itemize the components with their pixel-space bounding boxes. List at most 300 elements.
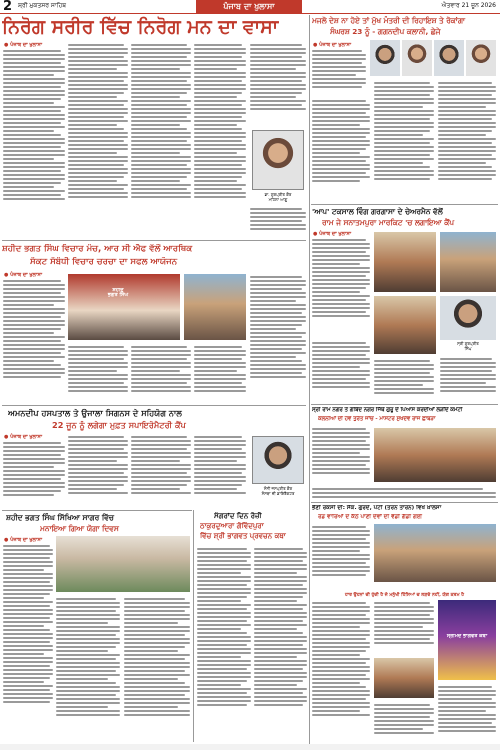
text-line (124, 666, 190, 668)
text-line (440, 390, 496, 392)
text-line (250, 348, 302, 350)
text-line (194, 192, 246, 194)
text-line (312, 62, 362, 64)
text-line (3, 645, 53, 647)
text-line (131, 156, 191, 158)
text-line (197, 548, 247, 550)
text-line (374, 364, 434, 366)
text-line (68, 184, 128, 186)
text-line (131, 488, 180, 490)
text-line (312, 136, 366, 138)
text-line (312, 295, 370, 297)
text-line (3, 288, 65, 290)
text-line (374, 716, 430, 718)
text-line (312, 558, 370, 560)
text-line (131, 476, 191, 478)
right-portrait-1 (370, 40, 400, 76)
text-line (68, 378, 128, 380)
text-line (3, 50, 61, 52)
text-line (124, 606, 190, 608)
text-line (374, 610, 434, 612)
text-line (3, 641, 50, 643)
text-line (250, 48, 306, 50)
text-line (438, 118, 492, 120)
text-line (250, 84, 306, 86)
text-line (56, 618, 120, 620)
page-footer (0, 744, 500, 750)
text-line (250, 52, 306, 54)
text-line (68, 96, 117, 98)
text-line (250, 220, 302, 222)
text-line (68, 48, 128, 50)
text-line (131, 484, 187, 486)
text-line (3, 336, 65, 338)
school-headline-1: ਸ੍ਰੀ ਰਾਮ ਨਗਰ ਤੇ ਗੋਬਿੰਦ ਨਗਰ ਜਿੱਥੇ ਗੁਰੂ ਦੇ ਪਿਆਸ ਕਰਦੀਆਂ ਲੋੜੀਂਦੇ ਕਮੇਟੀ (312, 407, 463, 413)
text-line (250, 356, 296, 358)
text-line (194, 452, 246, 454)
text-line (438, 150, 496, 152)
text-line (374, 90, 434, 92)
text-line (68, 104, 124, 106)
text-line (312, 658, 370, 660)
text-line (68, 156, 128, 158)
text-line (68, 140, 124, 142)
text-line (374, 170, 434, 172)
text-line (254, 648, 307, 650)
text-line (3, 348, 65, 350)
text-line (3, 324, 65, 326)
text-line (254, 644, 303, 646)
text-line (194, 492, 246, 494)
text-line (374, 606, 434, 608)
text-line (3, 74, 54, 76)
text-line (131, 152, 180, 154)
text-line (68, 44, 124, 46)
text-line (68, 436, 124, 438)
text-line (254, 684, 297, 686)
text-line (250, 360, 302, 362)
text-line (131, 362, 191, 364)
text-line (254, 608, 303, 610)
text-line (194, 456, 246, 458)
right-portrait-4 (466, 40, 496, 76)
text-line (438, 138, 496, 140)
aap-text-col-2 (312, 340, 370, 400)
text-line (124, 646, 185, 648)
text-line (194, 68, 237, 70)
text-line (3, 681, 44, 683)
text-line (438, 98, 496, 100)
text-line (254, 652, 307, 654)
text-line (3, 332, 54, 334)
text-line (440, 366, 496, 368)
text-line (131, 390, 191, 392)
bottom-right-text-col-4 (374, 702, 434, 742)
text-line (312, 148, 366, 150)
text-line (374, 618, 434, 620)
text-line (312, 650, 366, 652)
text-line (3, 360, 54, 362)
hospital-text-col-4 (194, 434, 246, 508)
text-line (312, 303, 370, 305)
text-line (194, 354, 246, 356)
text-line (3, 166, 65, 168)
text-line (68, 346, 124, 348)
text-line (131, 104, 187, 106)
dateline-3: ● ਪੰਜਾਬ ਦਾ ਖੁਲਾਸਾ (4, 434, 43, 440)
text-line (194, 96, 237, 98)
text-line (254, 604, 307, 606)
text-line (312, 444, 370, 446)
text-line (312, 638, 366, 640)
text-line (254, 552, 307, 554)
text-line (124, 706, 178, 708)
text-line (131, 120, 191, 122)
text-line (131, 436, 187, 438)
text-line (197, 616, 251, 618)
text-line (250, 80, 302, 82)
text-line (131, 96, 180, 98)
text-line (3, 657, 53, 659)
right-portrait-2 (402, 40, 432, 76)
text-line (312, 674, 366, 676)
yoga-text-col-2 (56, 596, 120, 742)
text-line (124, 674, 190, 676)
text-line (250, 224, 306, 226)
text-line (194, 136, 246, 138)
text-line (250, 324, 302, 326)
text-line (438, 162, 486, 164)
text-line (3, 458, 65, 460)
text-line (131, 140, 187, 142)
text-line (3, 685, 53, 687)
text-line (3, 593, 50, 595)
text-line (194, 148, 246, 150)
text-line (438, 106, 486, 108)
text-line (68, 180, 117, 182)
text-line (312, 350, 370, 352)
text-line (124, 686, 190, 688)
aap-text-col-3 (374, 358, 434, 402)
text-line (312, 574, 366, 576)
text-line (68, 484, 124, 486)
text-line (3, 178, 65, 180)
text-line (124, 654, 190, 656)
text-line (374, 626, 423, 628)
text-line (374, 732, 434, 734)
text-line (131, 444, 191, 446)
katha-headline-3: ਵਿੱਚ ਸ਼੍ਰੀ ਭਾਗਵਤ ਪ੍ਰਵਚਨ ਕਥਾ (200, 532, 286, 540)
text-line (131, 164, 187, 166)
text-line (3, 609, 53, 611)
text-line (68, 56, 124, 58)
text-line (131, 88, 191, 90)
shaheed-group-photo (184, 274, 246, 340)
text-line (3, 649, 53, 651)
text-line (68, 52, 128, 54)
text-line (250, 300, 296, 302)
text-line (3, 701, 50, 703)
text-line (3, 372, 65, 374)
right-text-intro (312, 48, 366, 96)
text-line (312, 530, 370, 532)
text-line (68, 144, 128, 146)
text-line (124, 602, 190, 604)
text-line (312, 307, 370, 309)
text-line (312, 602, 366, 604)
text-line (3, 58, 65, 60)
text-line (131, 80, 187, 82)
text-line (124, 622, 178, 624)
text-line (68, 452, 128, 454)
text-line (3, 573, 53, 575)
text-line (254, 632, 303, 634)
text-line (312, 378, 366, 380)
text-line (312, 436, 370, 438)
text-line (312, 120, 370, 122)
text-line (250, 376, 306, 378)
text-line (438, 690, 496, 692)
text-line (250, 56, 302, 58)
text-line (3, 621, 53, 623)
text-line (312, 132, 370, 134)
text-line (194, 160, 246, 162)
text-line (438, 694, 496, 696)
text-line (68, 370, 117, 372)
portrait-caption: ਡਾ. ਗੁਰਪ੍ਰੀਤ ਕੌਰ ਮਹਿਲਾ ਆਗੂ (264, 192, 292, 202)
text-line (3, 118, 65, 120)
red-strip-banner: ਹਾਰ ਉਹਨਾਂ ਦੀ ਹੁੰਦੀ ਹੈ ਜੋ ਮਨੁੱਖੀ ਹਿੱਸਿਆਂ ਚ ਲੜਦੇ ਨਹੀਂ, ਯੋਗ ਕਰਮ ਹੈ (344, 593, 465, 598)
text-line (124, 690, 190, 692)
text-line (3, 637, 53, 639)
text-line (68, 188, 124, 190)
text-line (438, 178, 492, 180)
text-line (194, 464, 246, 466)
school-text-col-2 (312, 486, 496, 500)
text-line (3, 158, 54, 160)
text-line (3, 304, 54, 306)
text-line (3, 454, 61, 456)
text-line (197, 552, 251, 554)
text-line (250, 328, 296, 330)
text-line (68, 350, 128, 352)
text-line (194, 72, 246, 74)
text-line (312, 456, 370, 458)
text-line (197, 612, 251, 614)
text-line (131, 112, 191, 114)
text-line (438, 714, 496, 716)
text-line (194, 44, 242, 46)
text-line (3, 577, 53, 579)
text-line (194, 386, 246, 388)
text-line (312, 86, 362, 88)
article-text-col-4 (194, 42, 246, 238)
text-line (197, 676, 251, 678)
text-line (194, 440, 246, 442)
text-line (194, 378, 246, 380)
text-line (250, 372, 302, 374)
text-line (68, 168, 128, 170)
text-line (194, 460, 237, 462)
text-line (312, 104, 370, 106)
text-line (56, 714, 120, 716)
text-line (3, 494, 54, 496)
text-line (3, 82, 65, 84)
text-line (312, 50, 362, 52)
text-line (374, 110, 434, 112)
text-line (312, 546, 370, 548)
text-line (194, 124, 237, 126)
text-line (194, 444, 246, 446)
text-line (197, 660, 251, 662)
text-line (131, 378, 191, 380)
text-line (56, 622, 108, 624)
text-line (3, 296, 65, 298)
text-line (194, 476, 246, 478)
text-line (438, 90, 496, 92)
text-line (312, 566, 370, 568)
text-line (56, 674, 120, 676)
text-line (131, 346, 187, 348)
text-line (254, 692, 303, 694)
text-line (194, 52, 246, 54)
shaheed-text-col-3 (131, 344, 191, 402)
text-line (131, 148, 191, 150)
text-line (438, 174, 496, 176)
text-line (68, 60, 128, 62)
text-line (374, 86, 434, 88)
text-line (3, 126, 65, 128)
text-line (312, 440, 366, 442)
text-line (254, 672, 307, 674)
poster-title: ਸ੍ਰੀਮਦ ਭਾਗਵਤ ਕਥਾ (446, 634, 488, 639)
text-line (197, 680, 247, 682)
text-line (3, 625, 44, 627)
text-line (131, 386, 191, 388)
text-line (68, 72, 128, 74)
text-line (124, 614, 190, 616)
text-line (56, 710, 120, 712)
text-line (3, 106, 65, 108)
text-line (3, 561, 53, 563)
text-line (312, 100, 366, 102)
text-line (194, 120, 246, 122)
text-line (250, 288, 302, 290)
text-line (3, 102, 54, 104)
text-line (250, 100, 306, 102)
text-line (438, 146, 496, 148)
text-line (3, 134, 61, 136)
text-line (131, 350, 191, 352)
text-line (312, 140, 370, 142)
text-line (68, 476, 128, 478)
article-text-col-5 (250, 42, 306, 128)
text-line (312, 642, 370, 644)
text-line (68, 124, 117, 126)
text-line (250, 276, 302, 278)
text-line (312, 562, 366, 564)
text-line (312, 362, 370, 364)
text-line (3, 633, 53, 635)
text-line (3, 320, 65, 322)
text-line (194, 350, 246, 352)
text-line (312, 124, 360, 126)
bottom-right-text-col-3 (374, 600, 434, 654)
text-line (312, 176, 370, 178)
text-line (438, 686, 492, 688)
text-line (312, 428, 366, 430)
text-line (312, 468, 370, 470)
text-line (312, 116, 370, 118)
text-line (124, 626, 190, 628)
text-line (254, 696, 307, 698)
text-line (374, 728, 423, 730)
text-line (374, 630, 434, 632)
text-line (68, 480, 128, 482)
text-line (312, 291, 360, 293)
text-line (254, 580, 307, 582)
text-line (194, 104, 242, 106)
text-line (438, 122, 496, 124)
text-line (312, 108, 370, 110)
text-line (197, 648, 251, 650)
dateline-4: ● ਪੰਜਾਬ ਦਾ ਖੁਲਾਸਾ (4, 537, 43, 543)
aap-text-col-4 (440, 356, 496, 402)
text-line (131, 184, 191, 186)
text-line (194, 484, 242, 486)
text-line (131, 374, 191, 376)
article-text-col-2 (68, 42, 128, 238)
text-line (254, 616, 307, 618)
text-line (374, 154, 430, 156)
text-line (56, 702, 120, 704)
text-line (374, 392, 434, 394)
text-line (312, 452, 360, 454)
text-line (197, 672, 251, 674)
text-line (312, 464, 366, 466)
text-line (438, 114, 496, 116)
text-line (312, 251, 366, 253)
text-line (131, 60, 191, 62)
text-line (131, 92, 187, 94)
text-line (254, 584, 303, 586)
text-line (312, 526, 366, 528)
text-line (3, 617, 50, 619)
text-line (194, 132, 246, 134)
text-line (250, 64, 306, 66)
text-line (56, 646, 116, 648)
shaheed-text-col-4 (194, 344, 246, 402)
text-line (56, 606, 120, 608)
text-line (3, 565, 53, 567)
text-line (3, 170, 61, 172)
text-line (3, 190, 65, 192)
text-line (131, 358, 187, 360)
text-line (56, 602, 120, 604)
text-line (374, 126, 434, 128)
text-line (250, 364, 306, 366)
text-line (254, 680, 303, 682)
aap-camp-photo-2 (440, 232, 496, 292)
text-line (312, 243, 370, 245)
text-line (3, 308, 65, 310)
text-line (254, 700, 307, 702)
text-line (194, 390, 246, 392)
hospital-text-col-2 (68, 434, 128, 508)
text-line (254, 636, 307, 638)
text-line (68, 472, 124, 474)
text-line (438, 158, 496, 160)
